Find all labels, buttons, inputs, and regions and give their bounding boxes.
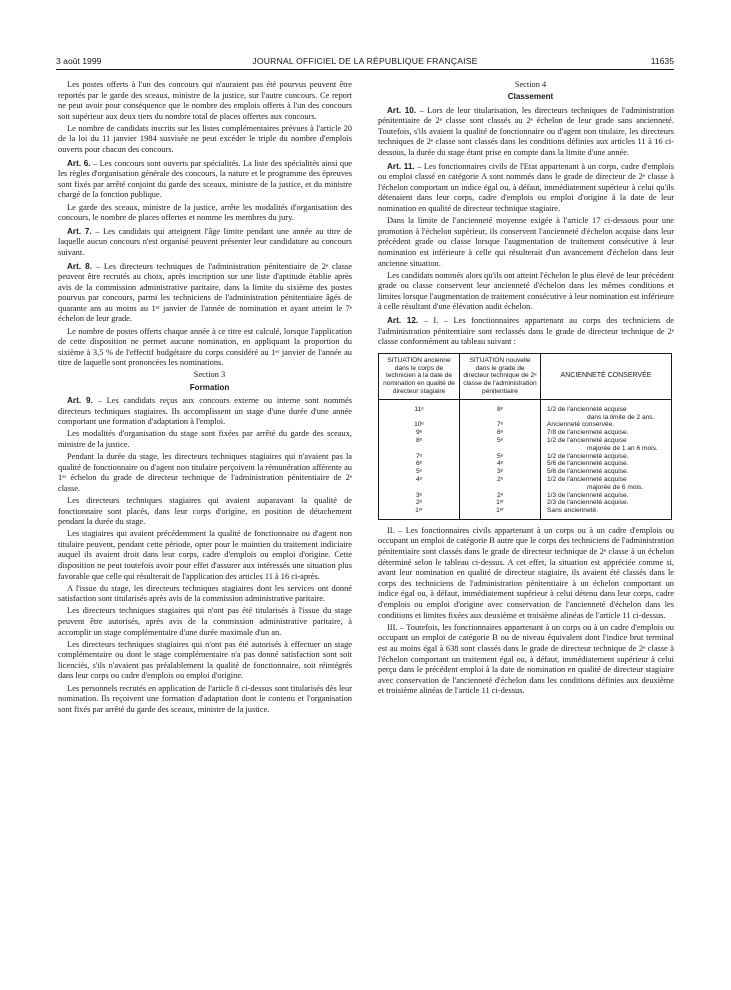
paragraph: A l'issue du stage, les directeurs techniques stagiaires dont les services ont donné satisfaction sont titularisés après avis de la commission administrative paritaire. [58,583,352,604]
table-row [379,437,672,453]
column-header-seniority: ANCIENNETÉ CONSERVÉE [541,353,672,399]
cell-new-echelon: 3ᵉ [460,468,541,476]
section-subtitle: Formation [189,382,230,392]
paragraph: Le garde des sceaux, ministre de la justice, arrête les modalités d'organisation des concours, le nombre de places offertes et nomme les membres du jury. [58,202,352,223]
seniority-text: 1/2 de l'ancienneté acquise [547,436,627,444]
paragraph: Les stagiaires qui avaient précédemment la qualité de fonctionnaire ou d'agent non titulaire peuvent, pendant cette période, opter pour le maintien du traitement indiciaire auquel ils avaient droit dans leur corps, cadre d'emplois ou emploi d'origine. Cette disposition ne peut toutefois avoir pour effet d'assurer aux intéressés une situation plus favorable que celle qui résulterait de l'application des articles 11 à 16 ci-après. [58,529,352,581]
cell-new-echelon: 2ᵉ [460,492,541,500]
cell-old-echelon: 2ᵉ [379,499,460,507]
table-header-row [379,353,672,399]
seniority-text: 5/6 de l'ancienneté acquise. [547,468,629,476]
cell-seniority [541,399,672,421]
seniority-text: 7/8 de l'ancienneté acquise. [547,429,629,437]
cell-new-echelon: 6ᵉ [460,429,541,437]
seniority-text: 1/2 de l'ancienneté acquise [547,475,627,483]
seniority-text: 1/3 de l'ancienneté acquise. [547,491,629,499]
cell-seniority [541,437,672,453]
article-7 [58,227,352,259]
paragraph: III. – Toutefois, les fonctionnaires appartenant à un corps ou à un cadre d'emplois ou occupant un emploi de catégorie B ou de niveau équivalent dont l'indice brut terminal est au moins égal à 638 sont classés dans le grade de directeur technique de 2ᵉ classe à l'échelon comportant un traitement égal ou, à défaut, immédiatement supérieur à celui perçu dans le précédent emploi à la date de nomination en qualité de directeur stagiaire avec conservation de l'ancienneté d'échelon dans les conditions définies aux deuxième et troisième alinéas de l'article 11 ci-dessus. [378,622,674,696]
header-journal-title: JOURNAL OFFICIEL DE LA RÉPUBLIQUE FRANÇAISE [252,56,478,66]
article-11 [378,162,674,215]
seniority-text: 2/3 de l'ancienneté acquise. [547,499,629,507]
article-number: Art. 9. [67,396,93,406]
cell-old-echelon: 9ᵉ [379,429,460,437]
cell-new-echelon: 7ᵉ [460,421,541,429]
table-row [379,421,672,429]
cell-new-echelon: 5ᵉ [460,437,541,453]
section-title: Section 3 [193,370,226,380]
paragraph: Les directeurs techniques stagiaires qui n'ont pas été autorisés à effectuer un stage complémentaire ou dont le stage complémentaire n'a pas donné satisfaction sont soit licenciés, s'ils n'avaient pas préalablement la qualité de fonctionnaire, soit réintégrés dans leur corps ou cadre d'emplois ou emploi d'origine. [58,639,352,681]
article-number: Art. 11. [387,161,415,171]
cell-new-echelon: 1ᵉʳ [460,499,541,507]
reclassification-table [378,353,672,520]
article-text: – Les fonctionnaires civils de l'Etat appartenant à un corps, cadre d'emplois ou emploi classé en catégorie A sont nommés dans le grade de directeur de 2ᵉ classe à l'échelon comportant un indice égal ou, à défaut, immédiatement supérieur à celui qu'ils détenaient dans leur corps, cadre d'emplois ou emploi d'origine à la date de leur nomination en qualité de directeur technique stagiaire. [378,161,674,214]
cell-old-echelon: 4ᵉ [379,476,460,492]
seniority-text: 5/6 de l'ancienneté acquise. [547,460,629,468]
cell-new-echelon: 8ᵉ [460,399,541,421]
paragraph: Les candidats nommés alors qu'ils ont atteint l'échelon le plus élevé de leur précédent grade ou classe conservent leur ancienneté d'échelon dans les mêmes conditions et limites lorsque l'augmentation de traitement consécutive à leur nomination est inférieure à celle résultant d'une élévation audit échelon. [378,270,674,312]
article-number: Art. 8. [67,261,92,271]
article-12 [378,316,674,348]
section-subtitle: Classement [507,92,554,102]
cell-new-echelon: 2ᵉ [460,476,541,492]
cell-seniority [541,453,672,461]
article-text: – I. – Les fonctionnaires appartenant au corps des techniciens de l'administration pénitentiaire sont reclassés dans le grade de directeur technique de 2ᵉ classe conformément au tableau suivant : [378,315,674,347]
article-number: Art. 10. [387,105,417,115]
seniority-text: Ancienneté conservée. [547,421,615,429]
cell-seniority [541,476,672,492]
cell-new-echelon: 4ᵉ [460,460,541,468]
table-row [379,429,672,437]
article-number: Art. 7. [67,226,92,236]
article-text: – Les candidats reçus aux concours externe ou interne sont nommés directeurs techniques stagiaires. Ils accomplissent un stage d'une durée d'une année comportant une formation d'adaptation à l'emploi. [58,396,352,427]
seniority-text-continued: majorée de 1 an 6 mois. [587,444,658,452]
paragraph: Les postes offerts à l'un des concours qui n'auraient pas été pourvus peuvent être reportés par le garde des sceaux, ministre de la justice, sur l'autre concours. Ce report ne peut avoir pour conséquence que le nombre des emplois offerts à l'un des concours soit supérieur aux deux tiers du nombre total de places offertes aux concours. [58,80,352,121]
seniority-text: 1/2 de l'ancienneté acquise. [547,452,629,460]
cell-seniority [541,460,672,468]
article-text: – Les concours sont ouverts par spécialités. La liste des spécialités ainsi que les règles d'organisation générale des concours, la nature et le programme des épreuves sont fixés par arrêté conjoint du garde des sceaux, ministre de la justice, et du ministre chargé de la fonction publique. [58,158,352,200]
cell-seniority [541,499,672,507]
cell-new-echelon: 5ᵉ [460,453,541,461]
cell-old-echelon: 5ᵉ [379,468,460,476]
cell-old-echelon: 7ᵉ [379,453,460,461]
table-row [379,499,672,507]
article-9 [58,396,352,428]
header-rule [56,69,674,70]
cell-old-echelon: 11ᵉ [379,399,460,421]
table-row [379,476,672,492]
article-text: – Les directeurs techniques de l'administration pénitentiaire de 2ᵉ classe peuvent être recrutés au choix, après inscription sur une liste d'aptitude établie après avis de la commission administrative paritaire, dans la limite du sixième des postes pourvus par concours, parmi les techniciens de l'administration pénitentiaire âgés de quarante ans au moins au 1ᵉʳ janvier de l'année de nomination et ayant atteint le 7ᵉ échelon de leur grade. [58,261,352,324]
header-page-number: 11635 [650,56,674,66]
table-body [379,399,672,519]
seniority-text-continued: dans la limite de 2 ans. [587,413,655,421]
header-date: 3 août 1999 [56,56,102,66]
paragraph: Le nombre de candidats inscrits sur les listes complémentaires prévues à l'article 20 de la loi du 11 janvier 1984 susvisée ne peut excéder le triple du nombre d'emplois ouverts pour chacun des concours. [58,123,352,155]
article-10 [378,106,674,159]
cell-old-echelon: 6ᵉ [379,460,460,468]
paragraph: Dans la limite de l'ancienneté moyenne exigée à l'article 17 ci-dessous pour une promotion à l'échelon supérieur, ils conservent l'ancienneté d'échelon acquise dans leur précédent grade ou classe lorsque l'augmentation de traitement consécutive à leur nomination est inférieure à celle qui résulterait d'un avancement d'échelon dans leur ancienne situation. [378,216,674,268]
right-column [378,80,674,698]
cell-old-echelon: 1ᵉʳ [379,507,460,519]
article-number: Art. 12. [387,315,419,325]
left-column [58,80,352,717]
cell-seniority [541,492,672,500]
table-row [379,399,672,421]
article-text: – Les candidats qui atteignent l'âge limite pendant une année au titre de laquelle aucun concours n'est organisé peuvent présenter leur candidature au concours suivant. [58,226,352,257]
column-header-new-situation: SITUATION nouvelle dans le grade de directeur technique de 2ᵉ classe de l'administration pénitentiaire [460,353,541,399]
paragraph: II. – Les fonctionnaires civils appartenant à un corps ou à un cadre d'emplois ou occupant un emploi de catégorie B autre que le corps des techniciens de l'administration pénitentiaire sont classés dans le grade de directeur technique de 2ᵉ classe à un échelon déterminé selon le tableau ci-dessus. A cet effet, la situation est appréciée comme si, avant leur nomination en qualité de directeur stagiaire, ils avaient été classés dans le corps des techniciens de l'administration pénitentiaire à un échelon comportant un indice égal ou, à défaut, immédiatement supérieur à celui détenu dans leur corps, cadre d'emplois ou emploi d'origine avec conservation de l'ancienneté d'échelon dans les conditions et limites fixées aux deuxième et troisième alinéas de l'article 11 ci-dessus. [378,525,674,620]
paragraph: Les directeurs techniques stagiaires qui avaient auparavant la qualité de fonctionnaire sont placés, dans leur corps d'origine, en position de détachement pendant la durée du stage. [58,495,352,527]
seniority-text: Sans ancienneté. [547,507,598,515]
paragraph: Pendant la durée du stage, les directeurs techniques stagiaires qui n'avaient pas la qualité de fonctionnaire ou d'agent non titulaire perçoivent la rémunération afférente au 1ᵉʳ échelon du grade de directeur technique de l'administration pénitentiaire de 2ᵉ classe. [58,452,352,493]
cell-seniority [541,468,672,476]
cell-seniority [541,429,672,437]
article-6 [58,159,352,201]
table-row [379,468,672,476]
paragraph: Les directeurs techniques stagiaires qui n'ont pas été titularisés à l'issue du stage peuvent être autorisés, après avis de la commission administrative paritaire, à accomplir un stage complémentaire d'une durée maximale d'un an. [58,606,352,637]
paragraph: Les modalités d'organisation du stage sont fixées par arrêté du garde des sceaux, ministre de la justice. [58,429,352,449]
cell-old-echelon: 3ᵉ [379,492,460,500]
column-header-old-situation: SITUATION ancienne dans le corps de technicien à la date de nomination en qualité de directeur stagiaire [379,353,460,399]
cell-seniority [541,421,672,429]
cell-old-echelon: 10ᵉ [379,421,460,429]
page-header [56,56,674,70]
seniority-text-continued: majorée de 6 mois. [587,483,644,491]
table-row [379,460,672,468]
seniority-text: 1/2 de l'ancienneté acquise [547,405,627,413]
cell-seniority [541,507,672,519]
paragraph: Le nombre de postes offerts chaque année à ce titre est calculé, lorsque l'application de cette disposition ne permet aucune nomination, en appliquant la proportion du sixième à 3,5 % de l'effectif budgétaire du corps considéré au 1ᵉʳ janvier de l'année au titre de laquelle sont prononcées les nominations. [58,326,352,368]
article-number: Art. 6. [67,158,91,168]
table-row [379,453,672,461]
cell-new-echelon: 1ᵉʳ [460,507,541,519]
paragraph: Les personnels recrutés en application de l'article 8 ci-dessus sont titularisés dès leur nomination. Ils reçoivent une formation d'adaptation dont le contenu et l'organisation sont fixés par arrêté du garde des sceaux, ministre de la justice. [58,683,352,714]
table-row [379,492,672,500]
section-title: Section 4 [514,80,547,89]
article-8 [58,262,352,326]
table-row [379,507,672,519]
article-text: – Lors de leur titularisation, les directeurs techniques de l'administration pénitentiaire de 2ᵉ classe sont classés au 2ᵉ échelon de leur grade sans ancienneté. Toutefois, s'ils avaient la qualité de fonctionnaire ou d'agent non titulaire, les directeurs techniques de 2ᵉ classe sont classés dans les conditions définies aux articles 11 à 16 ci-dessous, la durée du stage étant prise en compte dans la limite d'une année. [378,105,674,158]
cell-old-echelon: 8ᵉ [379,437,460,453]
